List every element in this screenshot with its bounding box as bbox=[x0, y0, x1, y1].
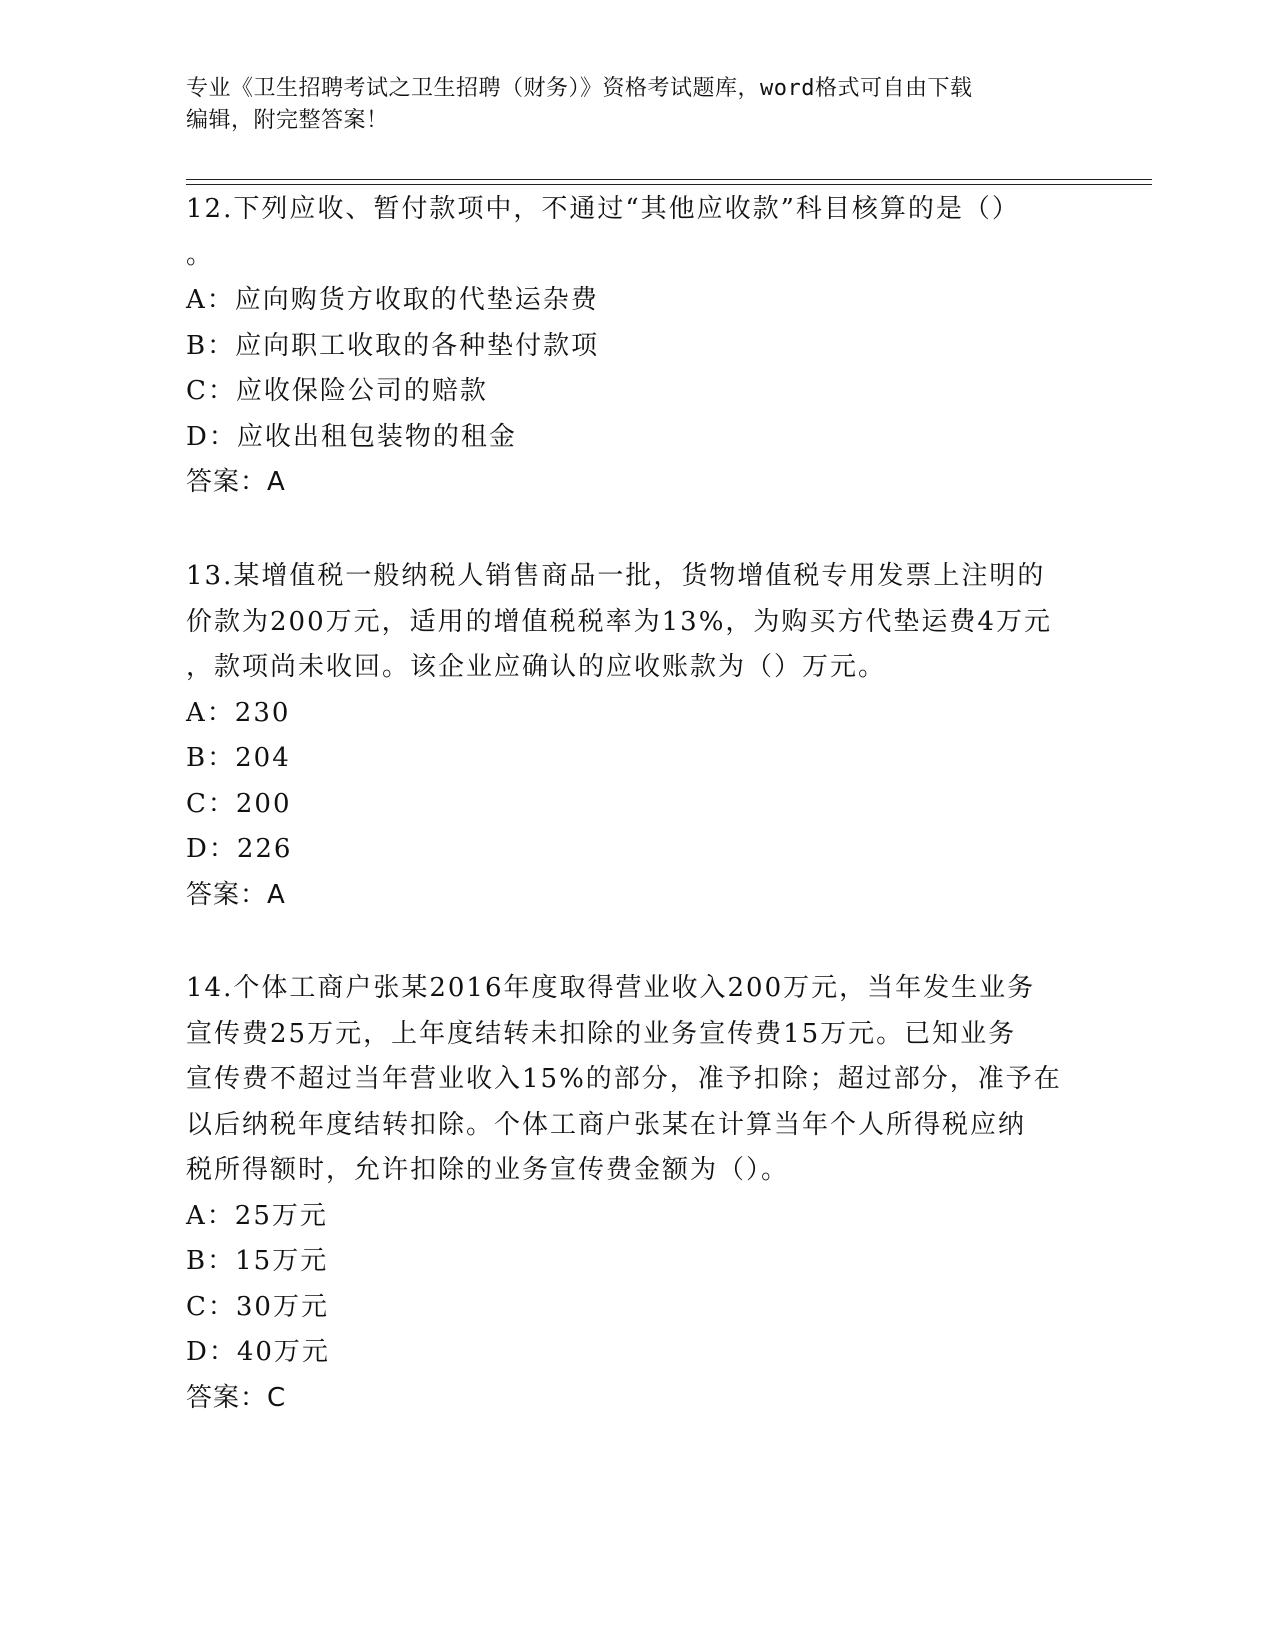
answer: 答案：C bbox=[186, 1382, 287, 1413]
question-13 bbox=[186, 554, 1086, 918]
option-a: A：230 bbox=[186, 697, 291, 728]
option-a: A：25万元 bbox=[186, 1200, 328, 1231]
question-stem-line: 税所得额时，允许扣除的业务宣传费金额为（）。 bbox=[186, 1155, 790, 1185]
header-line-2: 编辑，附完整答案！ bbox=[186, 108, 389, 133]
header-line-1: 专业《卫生招聘考试之卫生招聘（财务）》资格考试题库，word格式可自由下载 bbox=[186, 76, 973, 101]
option-b: B：204 bbox=[186, 743, 291, 773]
question-stem-line: 14.个体工商户张某2016年度取得营业收入200万元，当年发生业务 bbox=[186, 973, 1036, 1003]
option-d: D：40万元 bbox=[186, 1337, 330, 1367]
option-d: D：应收出租包装物的租金 bbox=[186, 421, 517, 452]
question-stem-line: 。 bbox=[186, 239, 215, 270]
question-stem-line: 宣传费25万元，上年度结转未扣除的业务宣传费15万元。已知业务 bbox=[186, 1018, 1017, 1049]
answer: 答案：A bbox=[186, 467, 286, 497]
question-stem-line: 价款为200万元，适用的增值税税率为13%，为购买方代垫运费4万元 bbox=[186, 606, 1052, 637]
question-stem-line: 宣传费不超过当年营业收入15%的部分，准予扣除；超过部分，准予在 bbox=[186, 1064, 1062, 1094]
option-c: C：30万元 bbox=[186, 1291, 329, 1322]
answer: 答案：A bbox=[186, 879, 286, 910]
document-header bbox=[186, 73, 1066, 137]
header-divider-top bbox=[186, 179, 1152, 180]
question-14 bbox=[186, 966, 1086, 1421]
question-stem-line: ，款项尚未收回。该企业应确认的应收账款为（）万元。 bbox=[186, 652, 887, 682]
question-stem-line: 以后纳税年度结转扣除。个体工商户张某在计算当年个人所得税应纳 bbox=[186, 1109, 1027, 1140]
question-stem-line: 13.某增值税一般纳税人销售商品一批，货物增值税专用发票上注明的 bbox=[186, 561, 1046, 591]
question-stem-line: 12.下列应收、暂付款项中，不通过“其他应收款”科目核算的是（） bbox=[186, 194, 1020, 224]
question-12 bbox=[186, 187, 1086, 506]
header-divider-bottom bbox=[186, 184, 1152, 185]
option-b: B：15万元 bbox=[186, 1246, 329, 1276]
option-d: D：226 bbox=[186, 834, 293, 864]
option-a: A：应向购货方收取的代垫运杂费 bbox=[186, 285, 599, 315]
option-c: C：应收保险公司的赔款 bbox=[186, 376, 488, 406]
option-c: C：200 bbox=[186, 788, 292, 819]
option-b: B：应向职工收取的各种垫付款项 bbox=[186, 330, 600, 361]
